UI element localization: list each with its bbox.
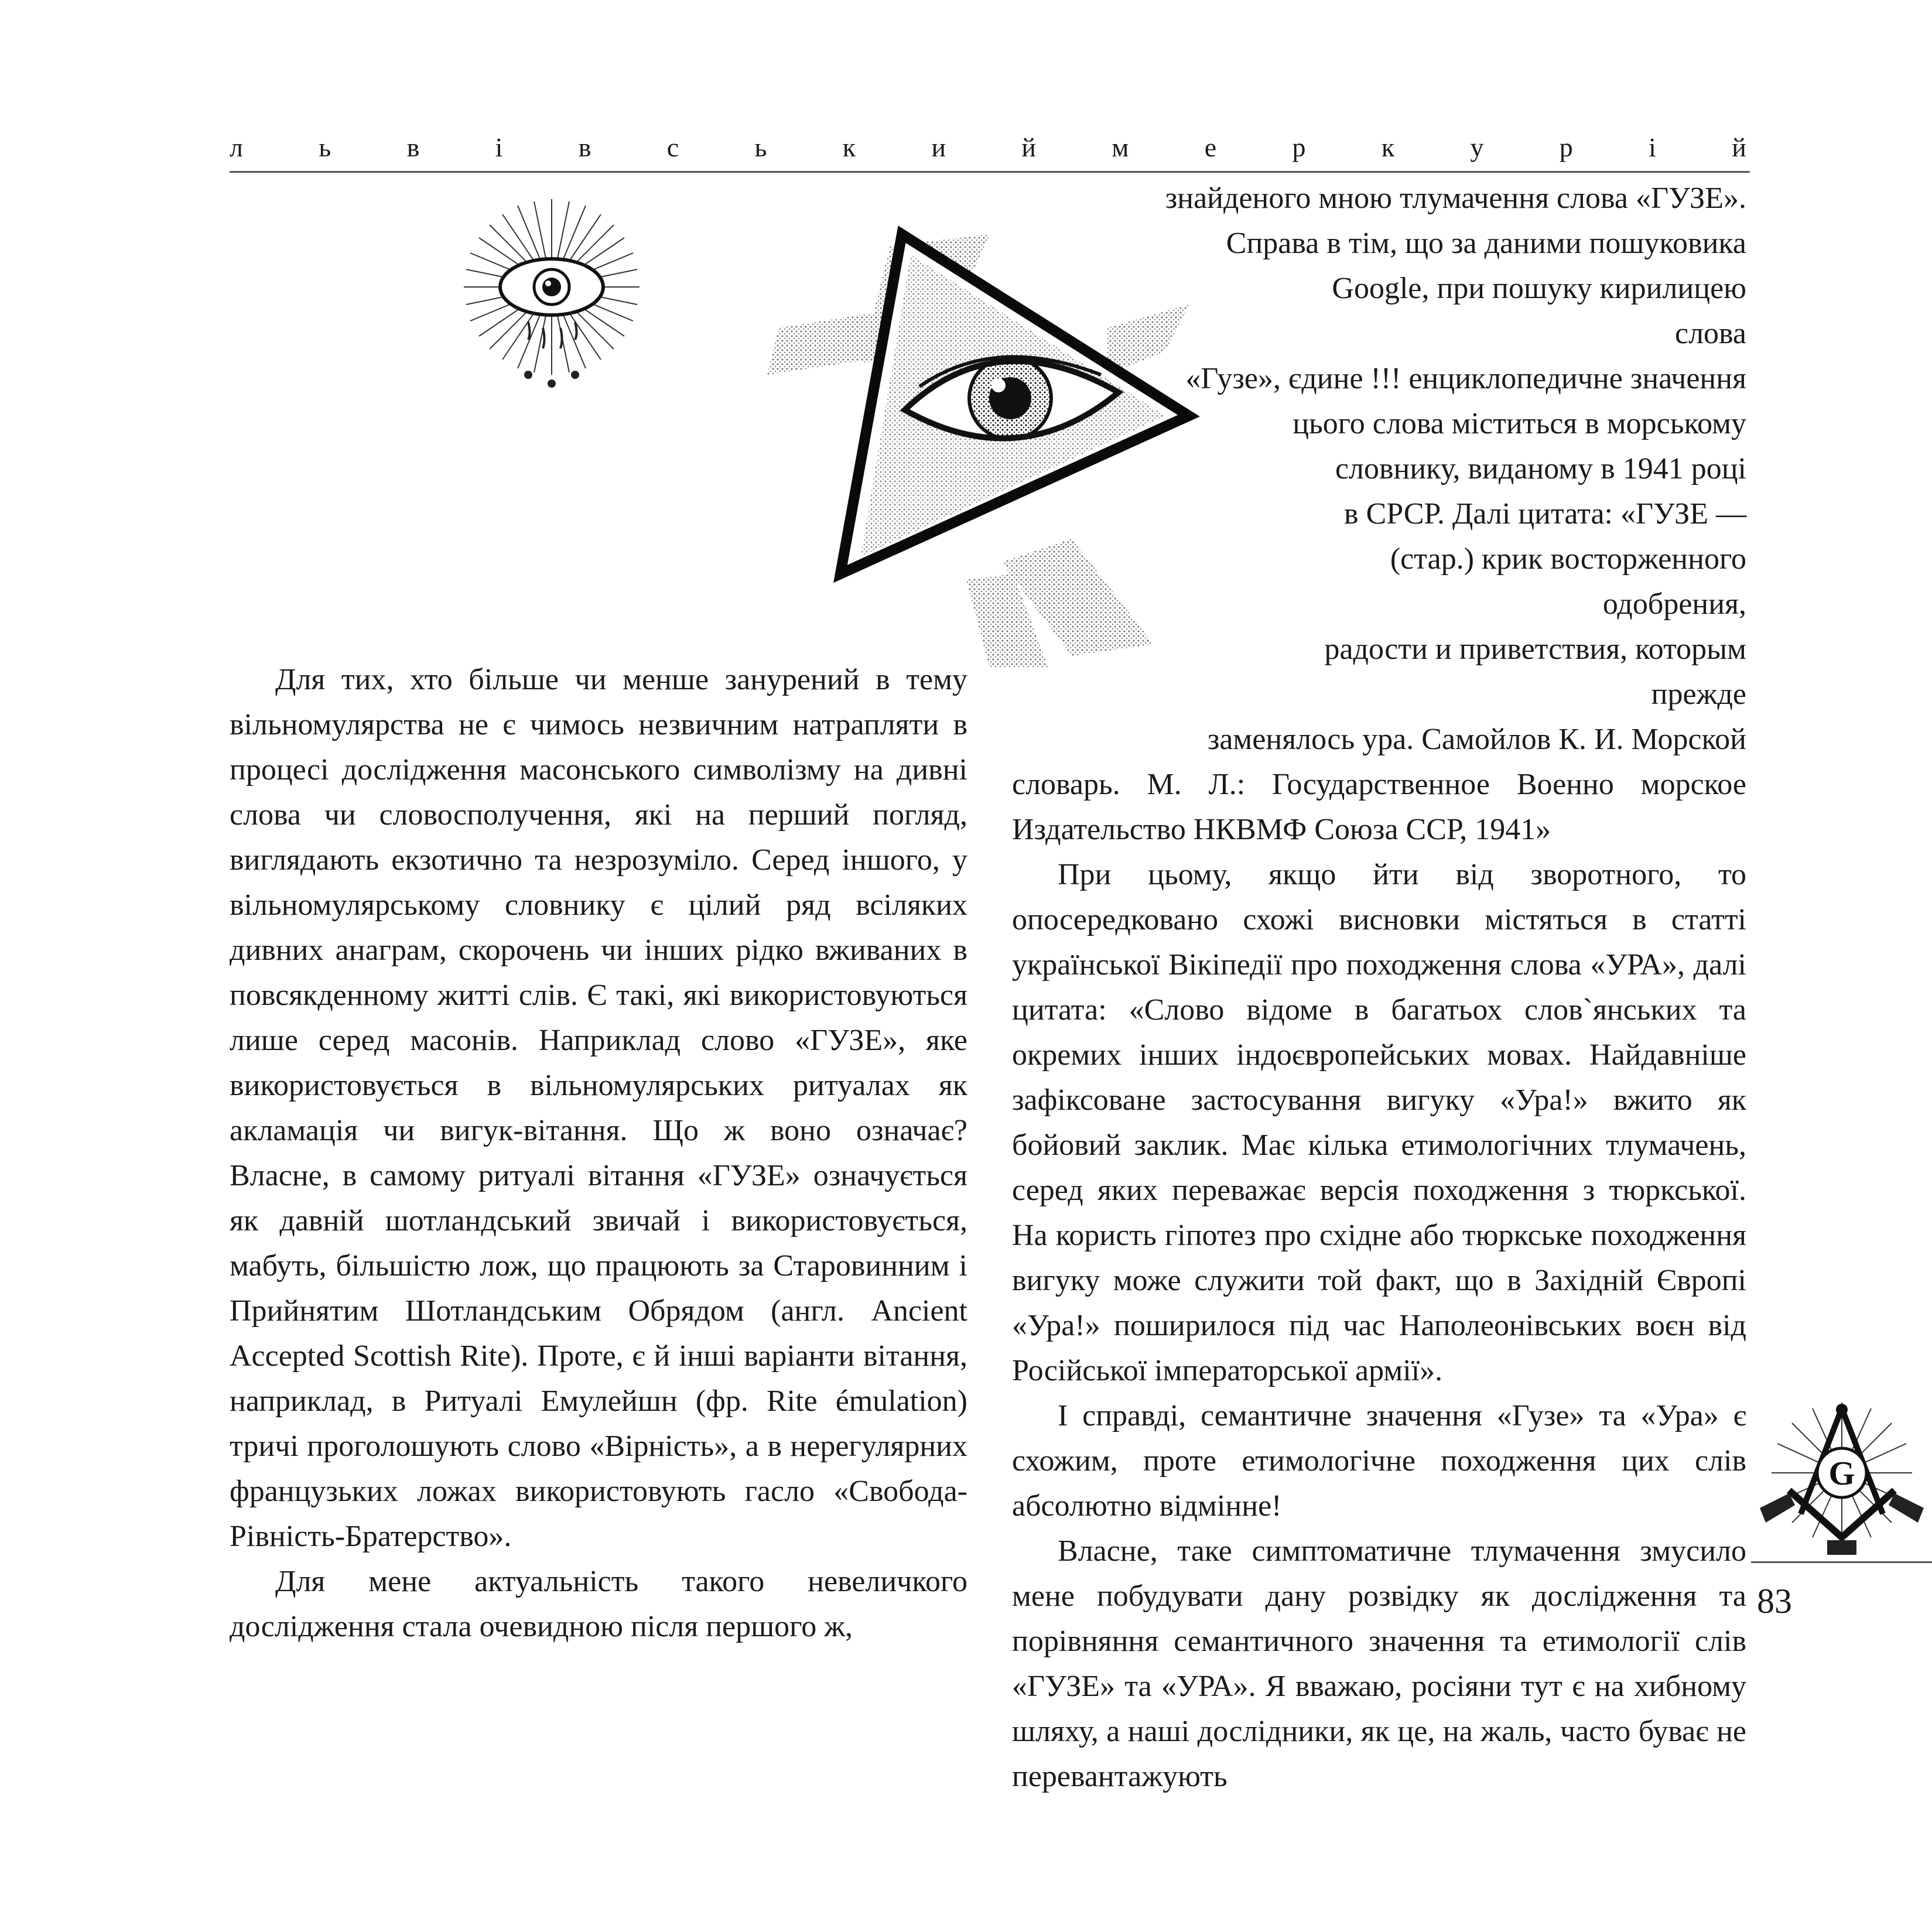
running-head-letter: і: [1649, 132, 1656, 162]
running-head-letter: ь: [319, 132, 331, 162]
paragraph: Власне, таке симптоматичне тлумачення змусило мене побудувати дану розвідку як дослідження та порівняння семантичного значення та етимології слів «ГУЗЕ» та «УРА». Я вважаю, росіяни тут є на хибному шляху, а наші дослідники, як це, на жаль, часто буває не перевантажують: [1012, 1534, 1746, 1793]
svg-text:G: G: [1828, 1454, 1855, 1492]
running-head-letter: к: [1381, 132, 1395, 162]
folio-rule: [1751, 1561, 1932, 1563]
running-head-letter: л: [230, 132, 243, 162]
running-head-letter: в: [578, 132, 591, 162]
running-head-letter: й: [1732, 132, 1746, 162]
running-head-letter: у: [1470, 132, 1484, 162]
running-head-letter: и: [931, 132, 946, 162]
running-head-letter: ь: [754, 132, 767, 162]
running-head-letter: р: [1292, 132, 1306, 162]
text-line: словнику, виданому в 1941 році: [1335, 452, 1746, 485]
all-seeing-eye-sunburst-icon: [458, 193, 645, 398]
paragraph: При цьому, якщо йти від зворотного, то опосередковано схожі висновки містяться в статті української Вікіпедії про походження слова «УРА», далі цитата: «Слово відоме в багатьох слов`янських та окремих інших індоєвропейських мовах. Найдавніше зафіксоване застосування вигуку «Ура!» вжито як бойовий заклик. Має кілька етимологічних тлумачень, серед яких переважає версія походження з тюркської. На користь гіпотез про східне або тюркське походження вигуку може служити той факт, що в Західній Європі «Ура!» поширилося під час Наполеонівських воєн від Російської імператорської армії».: [1012, 858, 1746, 1387]
right-column: [1012, 176, 1746, 1799]
running-head-letter: р: [1559, 132, 1573, 162]
running-head-letter: к: [842, 132, 856, 162]
running-head-letter: с: [666, 132, 679, 162]
running-head-letter: е: [1204, 132, 1217, 162]
paragraph: Для тих, хто більше чи менше занурений в тему вільномулярства не є чимось незвичним натрапляти в процесі дослідження масонського символізму на дивні слова чи словосполучення, які на перший погляд, виглядають екзотично та незрозуміло. Серед іншого, у вільномулярському словнику є цілий ряд всіляких дивних анаграм, скорочень чи інших рідко вживаних в повсякденному житті слів. Є такі, які використовуються лише серед масонів. Наприклад слово «ГУЗЕ», яке використовується в вільномулярських ритуалах як акламація чи вигук-вітання. Що ж воно означає? Власне, в самому ритуалі вітання «ГУЗЕ» означується як давній шотландський звичай і використовується, мабуть, більшістю лож, що працюють за Старовинним і Прийнятим Шотландським Обрядом (англ. Ancient Accepted Scottish Rite). Проте, є й інші варіанти вітання, наприклад, в Ритуалі Емулейшн (фр. Rite émulation) тричі проголошують слово «Вірність», а в нерегулярних французьких ложах використовують гасло «Свобода-Рівність-Братерство».: [230, 663, 967, 1553]
paragraph: словарь. М. Л.: Государственное Военно морское Издательство НКВМФ Союза ССР, 1941»: [1012, 768, 1746, 846]
text-line: цього слова міститься в морському: [1292, 407, 1746, 440]
running-head-letter: м: [1112, 132, 1129, 162]
running-head-letter: і: [495, 132, 503, 162]
text-line: знайденого мною тлумачення слова «ГУЗЕ».: [1165, 182, 1746, 215]
text-line: радости и приветствия, которым прежде: [1324, 632, 1746, 711]
masonic-square-compass-g-icon: [1754, 1391, 1930, 1561]
text-line: Справа в тім, що за даними пошуковика: [1226, 227, 1746, 260]
text-line: (стар.) крик восторженного одобрения,: [1390, 542, 1746, 621]
header-rule: [230, 171, 1750, 173]
text-line: «Гузе», єдине !!! енциклопедичне значення: [1185, 362, 1746, 395]
left-column: [230, 657, 967, 1649]
running-head: [230, 134, 1746, 163]
paragraph: Для мене актуальність такого невеличкого дослідження стала очевидною після першого ж,: [230, 1565, 967, 1643]
paragraph: І справді, семантичне значення «Гузе» та «Ура» є схожим, проте етимологічне походження цих слів абсолютно відмінне!: [1012, 1399, 1746, 1523]
running-head-letter: в: [406, 132, 420, 162]
text-line: Google, при пошуку кирилицею слова: [1332, 272, 1746, 350]
text-line: в СРСР. Далі цитата: «ГУЗЕ —: [1344, 497, 1746, 531]
page-number: 83: [1757, 1582, 1792, 1620]
running-head-letter: й: [1021, 132, 1037, 162]
text-line: заменялось ура. Самойлов К. И. Морской: [1207, 723, 1746, 756]
